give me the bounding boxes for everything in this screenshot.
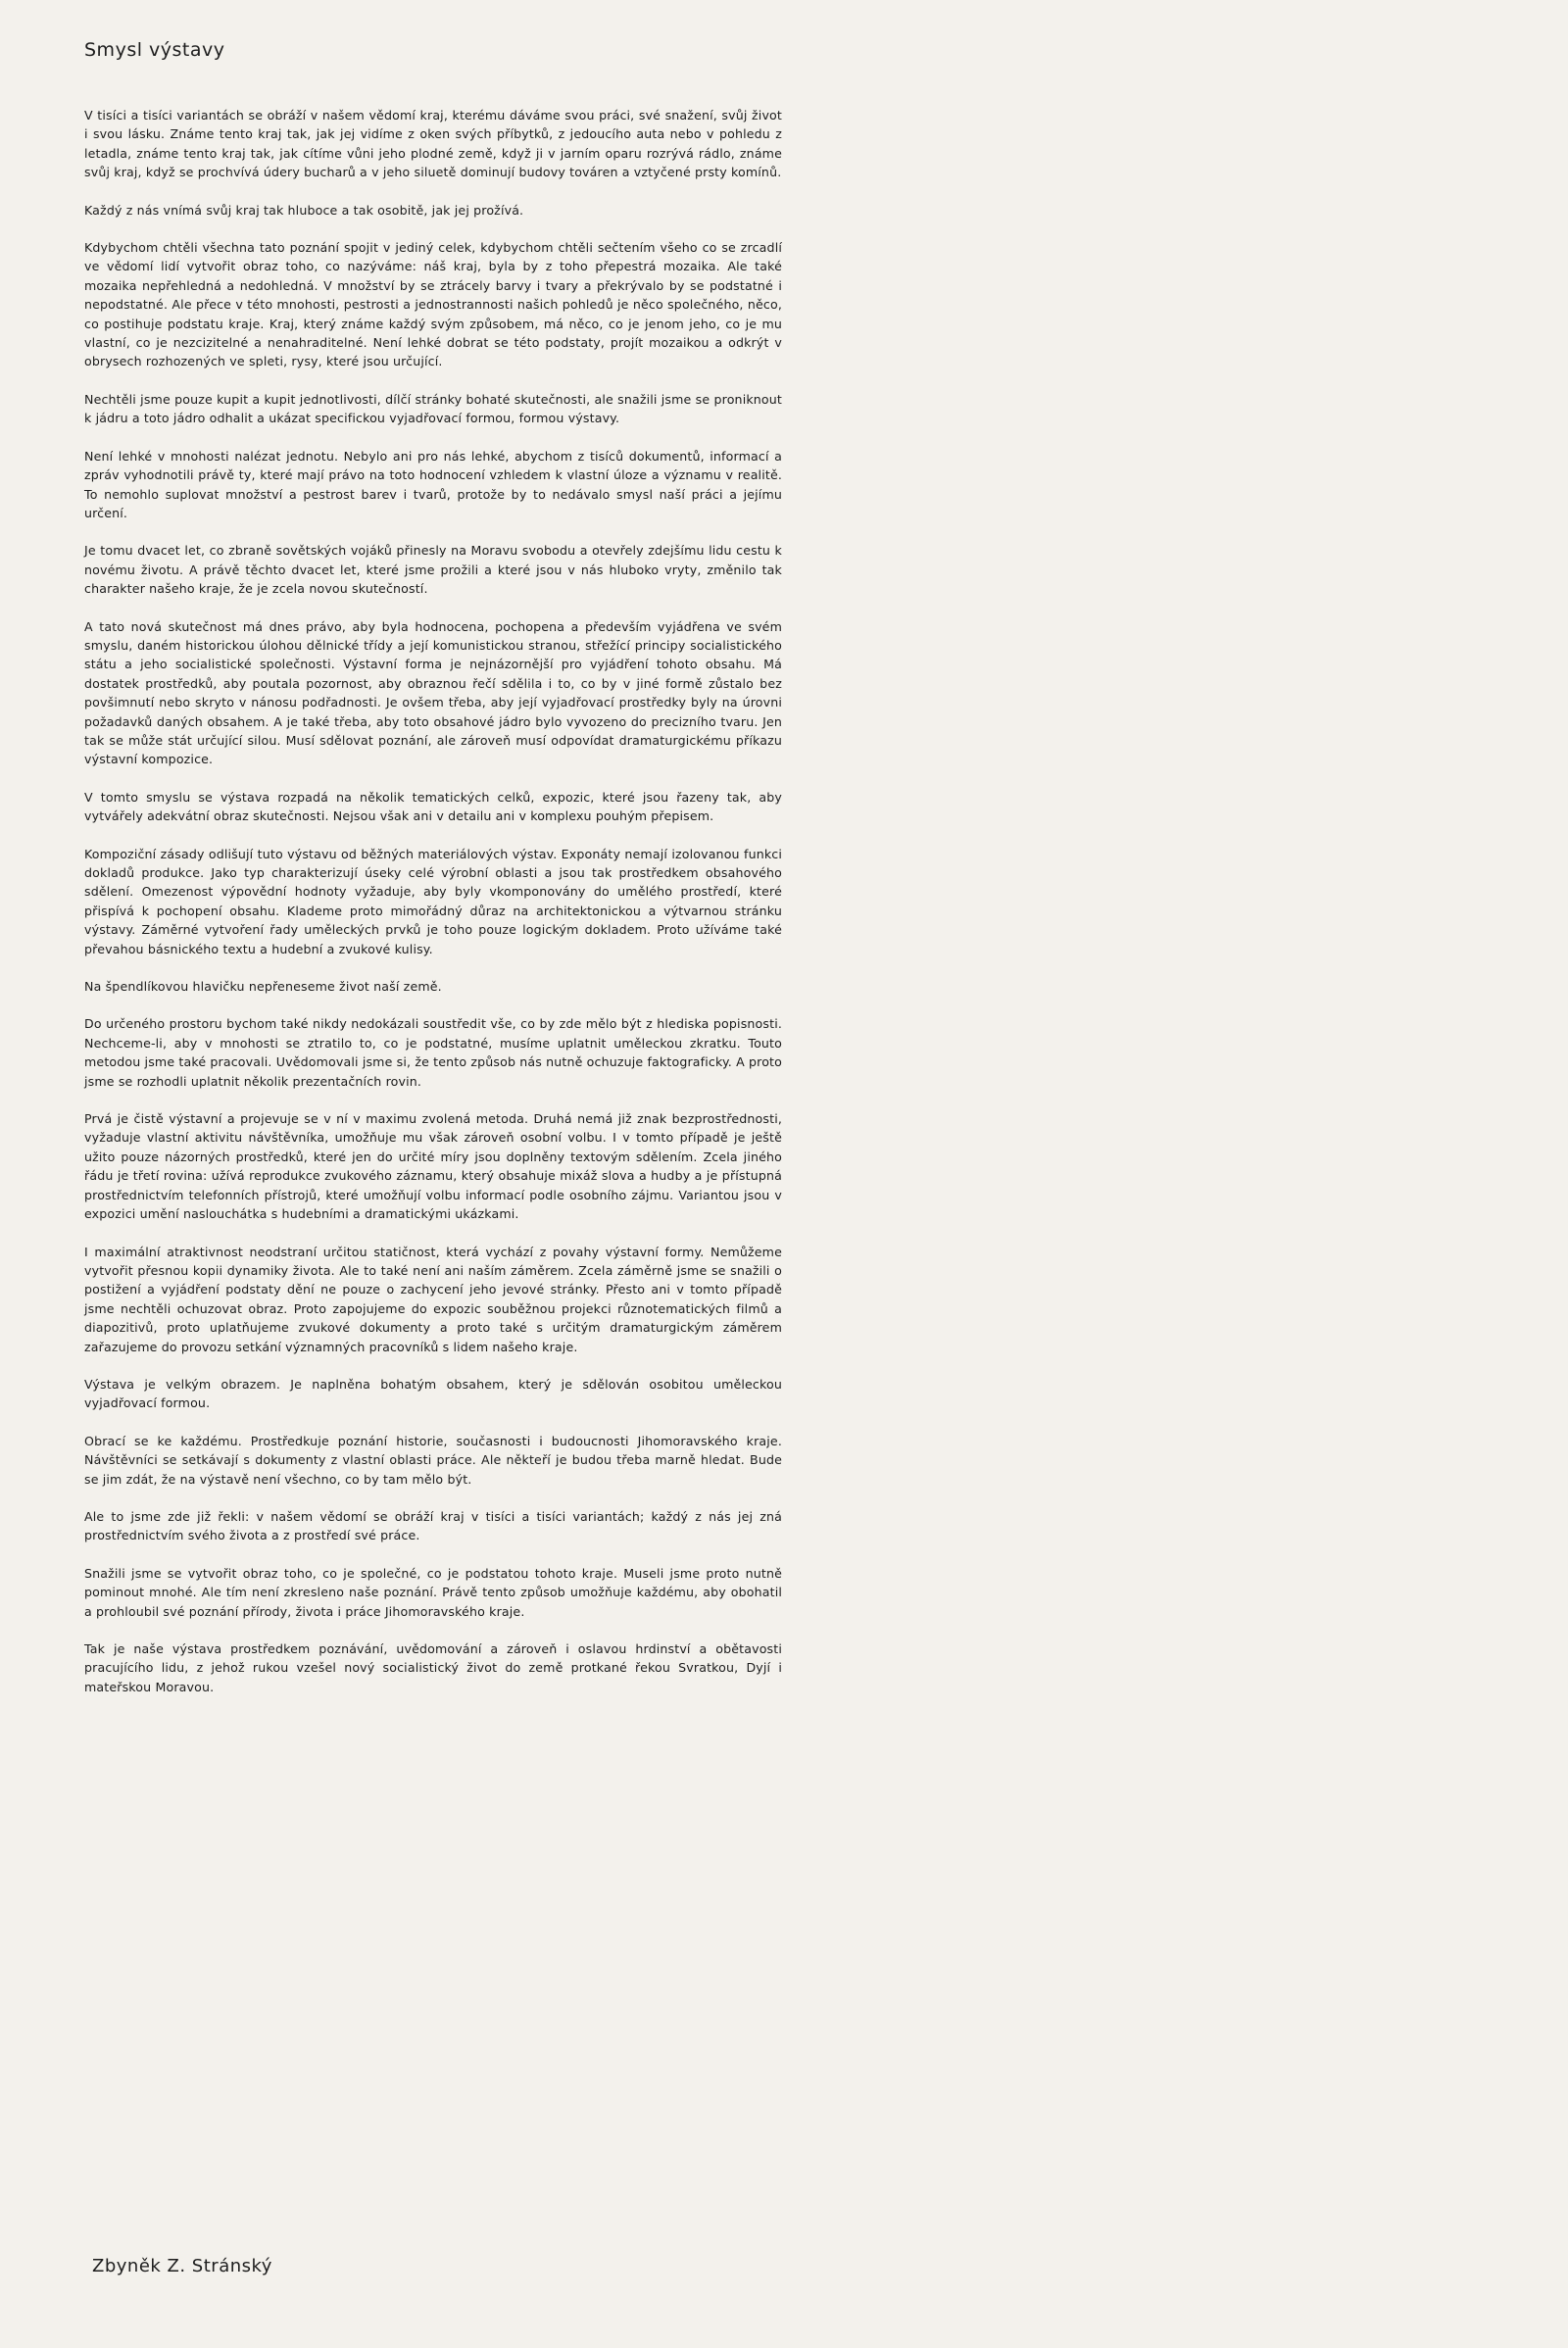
paragraph: Výstava je velkým obrazem. Je naplněna bohatým obsahem, který je sdělován osobitou uměleckou vyjadřovací formou. — [84, 1376, 782, 1411]
paragraph: Obrací se ke každému. Prostředkuje poznání historie, současnosti i budoucnosti Jihomoravského kraje. Návštěvníci se setkávají s dokumenty z vlastní oblasti práce. Ale někteří je budou třeba marně hledat. Bude se jim zdát, že na výstavě není všechno, co by tam mělo být. — [84, 1433, 782, 1487]
paragraph: Je tomu dvacet let, co zbraně sovětských vojáků přinesly na Moravu svobodu a otevřely zdejšímu lidu cestu k novému životu. A právě těchto dvacet let, které jsme prožili a které jsou v nás hluboko vryty, změnilo tak charakter našeho kraje, že je zcela novou skutečností. — [84, 543, 782, 597]
paragraph: A tato nová skutečnost má dnes právo, aby byla hodnocena, pochopena a především vyjádřena ve svém smyslu, daném historickou úlohou dělnické třídy a její komunistickou stranou, střežící principy socialistického státu a jeho socialistické společnosti. Výstavní forma je nejnázornější pro vyjádření tohoto obsahu. Má dostatek prostředků, aby poutala pozornost, aby obraznou řečí sdělila i to, co by v jiné formě zůstalo bez povšimnutí nebo skryto v nánosu podřadnosti. Je ovšem třeba, aby její vyjadřovací prostředky byly na úrovni požadavků daných obsahem. A je také třeba, aby toto obsahové jádro bylo vyvozeno do precizního tvaru. Jen tak se může stát určující silou. Musí sdělovat poznání, ale zároveň musí odpovídat dramaturgickému příkazu výstavní kompozice. — [84, 618, 782, 767]
paragraph: Do určeného prostoru bychom také nikdy nedokázali soustředit vše, co by zde mělo být z hlediska popisnosti. Nechceme-li, aby v mnohosti se ztratilo to, co je podstatné, musíme uplatnit uměleckou zkratku. Touto metodou jsme také pracovali. Uvědomovali jsme si, že tento způsob nás nutně ochuzuje faktograficky. A proto jsme se rozhodli uplatnit několik prezentačních rovin. — [84, 1016, 782, 1089]
paragraph: Kdybychom chtěli všechna tato poznání spojit v jediný celek, kdybychom chtěli sečtením všeho co se zrcadlí ve vědomí lidí vytvořit obraz toho, co nazýváme: náš kraj, byla by z toho přepestrá mozaika. Ale také mozaika nepřehledná a nedohledná. V množství by se ztrácely barvy i tvary a překrývalo by se podstatné i nepodstatné. Ale přece v této mnohosti, pestrosti a jednostrannosti našich pohledů je něco společného, něco, co postihuje podstatu kraje. Kraj, který známe každý svým způsobem, má něco, co je jenom jeho, co je mu vlastní, co je nezcizitelné a nenahraditelné. Není lehké dobrat se této podstaty, projít mozaikou a odkrýt v obrysech rozhozených ve spleti, rysy, které jsou určující. — [84, 240, 782, 369]
paragraph: I maximální atraktivnost neodstraní určitou statičnost, která vychází z povahy výstavní formy. Nemůžeme vytvořit přesnou kopii dynamiky života. Ale to také není ani naším záměrem. Zcela záměrně jsme se snažili o postižení a vyjádření podstaty dění ne pouze o zachycení jeho jevové stránky. Přesto ani v tomto případě jsme nechtěli ochuzovat obraz. Proto zapojujeme do expozic souběžnou projekci různotematických filmů a diapozitivů, proto uplatňujeme zvukové dokumenty a proto také s určitým dramaturgickým záměrem zařazujeme do provozu setkání významných pracovníků s lidem našeho kraje. — [84, 1244, 782, 1354]
paragraph: Kompoziční zásady odlišují tuto výstavu od běžných materiálových výstav. Exponáty nemají izolovanou funkci dokladů produkce. Jako typ charakterizují úseky celé výrobní oblasti a jsou tak prostředkem obsahového sdělení. Omezenost výpovědní hodnoty vyžaduje, aby byly vkomponovány do umělého prostředí, které přispívá k pochopení obsahu. Klademe proto mimořádný důraz na architektonickou a výtvarnou stránku výstavy. Záměrné vytvoření řady uměleckých prvků je toho pouze logickým dokladem. Proto užíváme také převahou básnického textu a hudební a zvukové kulisy. — [84, 846, 782, 956]
paragraph: V tomto smyslu se výstava rozpadá na několik tematických celků, expozic, které jsou řazeny tak, aby vytvářely adekvátní obraz skutečnosti. Nejsou však ani v detailu ani v komplexu pouhým přepisem. — [84, 789, 782, 824]
article-body — [84, 106, 782, 1715]
author-signature: Zbyněk Z. Stránský — [92, 2256, 272, 2276]
paragraph: Tak je naše výstava prostředkem poznávání, uvědomování a zároveň i oslavou hrdinství a obětavosti pracujícího lidu, z jehož rukou vzešel nový socialistický život do země protkané řekou Svratkou, Dyjí i mateřskou Moravou. — [84, 1641, 782, 1694]
paragraph: Na špendlíkovou hlavičku nepřeneseme život naší země. — [84, 979, 442, 995]
paragraph: Prvá je čistě výstavní a projevuje se v ní v maximu zvolená metoda. Druhá nemá již znak bezprostřednosti, vyžaduje vlastní aktivitu návštěvníka, umožňuje mu však zároveň osobní volbu. I v tomto případě je ještě užito pouze názorných prostředků, které jen do určité míry jsou doplněny textovým sdělením. Zcela jiného řádu je třetí rovina: užívá reprodukce zvukového záznamu, který obsahuje mixáž slova a hudby a je přístupná prostřednictvím telefonních přístrojů, které umožňují volbu informací podle osobního zájmu. Variantou jsou v expozici umění naslouchátka s hudebními a dramatickými ukázkami. — [84, 1111, 782, 1222]
paragraph: V tisíci a tisíci variantách se obráží v našem vědomí kraj, kterému dáváme svou práci, své snažení, svůj život i svou lásku. Známe tento kraj tak, jak jej vidíme z oken svých příbytků, z jedoucího auta nebo v pohledu z letadla, známe tento kraj tak, jak cítíme vůni jeho plodné země, když ji v jarním oparu rozrývá rádlo, známe svůj kraj, když se prochvívá údery bucharů a v jeho siluetě dominují budovy továren a vztyčené prsty komínů. — [84, 108, 782, 180]
paragraph: Každý z nás vnímá svůj kraj tak hluboce a tak osobitě, jak jej prožívá. — [84, 202, 524, 218]
paragraph: Ale to jsme zde již řekli: v našem vědomí se obráží kraj v tisíci a tisíci variantách; každý z nás jej zná prostřednictvím svého života a z prostředí své práce. — [84, 1508, 782, 1543]
paragraph: Není lehké v mnohosti nalézat jednotu. Nebylo ani pro nás lehké, abychom z tisíců dokumentů, informací a zpráv vyhodnotili právě ty, které mají právo na toto hodnocení vzhledem k vlastní úloze a významu v realitě. To nemohlo suplovat množství a pestrost barev i tvarů, protože by to nedávalo smysl naší práci a jejímu určení. — [84, 448, 782, 520]
paragraph: Nechtěli jsme pouze kupit a kupit jednotlivosti, dílčí stránky bohaté skutečnosti, ale snažili jsme se proniknout k jádru a toto jádro odhalit a ukázat specifickou vyjadřovací formou, formou výstavy. — [84, 391, 782, 426]
page-title: Smysl výstavy — [84, 39, 225, 61]
paragraph: Snažili jsme se vytvořit obraz toho, co je společné, co je podstatou tohoto kraje. Museli jsme proto nutně pominout mnohé. Ale tím není zkresleno naše poznání. Právě tento způsob umožňuje každému, aby obohatil a prohloubil své poznání přírody, života i práce Jihomoravského kraje. — [84, 1565, 782, 1619]
